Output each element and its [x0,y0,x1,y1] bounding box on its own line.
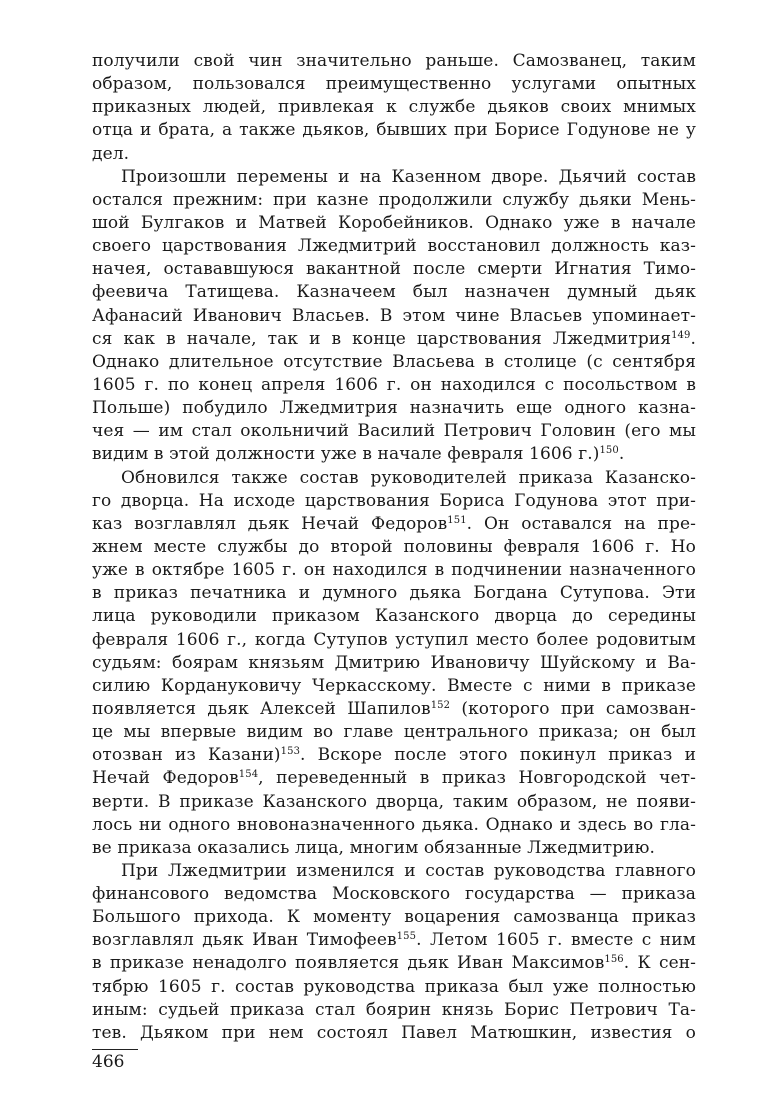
text-line [92,675,696,698]
text-segment: лица руководили приказом Казанского дворца до середины [92,606,696,627]
text-segment: При Лжедмитрии изменился и состав руководства главного [121,860,696,881]
text-line [92,814,696,837]
text-line [92,351,696,374]
text-segment: иным: судьей приказа стал боярин князь Борис Петрович Та- [92,999,696,1020]
text-line [92,96,696,119]
text-segment: Польше) побудило Лжедмитрия назначить еще одного казна- [92,398,696,419]
footnote-reference: 149 [671,329,691,341]
text-segment: тябрю 1605 г. состав руководства приказа был уже полностью [92,976,696,997]
text-segment: отца и брата, а также дьяков, бывших при Борисе Годунове не у [92,120,696,141]
text-line [92,999,696,1022]
text-line [92,258,696,281]
text-segment: своего царствования Лжедмитрий восстановил должность каз- [92,236,696,257]
text-segment: появляется дьяк Алексей Шапилов [92,698,431,719]
text-line [92,143,696,166]
text-segment: чея — им стал окольничий Василий Петрович Головин (его мы [92,421,696,442]
text-segment: . Вскоре после этого покинул приказ и [300,745,696,766]
footer-divider [92,1049,138,1050]
text-segment: судьям: боярам князьям Дмитрию Ивановичу Шуйскому и Ва- [92,652,696,673]
text-segment: це мы впервые видим во главе центрального приказа; он был [92,722,696,743]
text-line [92,397,696,420]
text-line [92,883,696,906]
text-segment: уже в октябре 1605 г. он находился в подчинении назначенного [92,560,696,581]
text-line [92,767,696,790]
page-number: 466 [92,1052,125,1072]
text-segment: (которого при самозван- [450,698,696,719]
text-segment: шой Булгаков и Матвей Коробейников. Однако уже в начале [92,212,696,233]
footnote-reference: 155 [396,931,417,943]
page-body-text [92,50,696,1045]
text-segment: финансового ведомства Московского государства — приказа [92,884,696,905]
text-line [92,536,696,559]
text-line [92,837,696,860]
text-segment: в приказ печатника и думного дьяка Богдана Сутупова. Эти [92,583,696,604]
text-line [92,374,696,397]
text-line [92,952,696,975]
text-line [92,73,696,96]
footnote-reference: 153 [280,746,301,758]
text-line [92,652,696,675]
text-line [92,698,696,721]
text-segment: жнем месте службы до второй половины февраля 1606 г. Но [92,536,696,557]
text-segment: получили свой чин значительно раньше. Самозванец, таким [92,51,696,71]
text-segment: тев. Дьяком при нем состоял Павел Матюшкин, известия о [92,1022,696,1043]
text-segment: видим в этой должности уже в начале февраля 1606 г.) [92,444,600,465]
text-segment: дел. [92,143,130,164]
text-segment: го дворца. На исходе царствования Бориса Годунова этот при- [92,490,696,511]
text-segment: , переведенный в приказ Новгородской чет- [258,768,696,789]
text-segment: . К сен- [623,953,697,974]
text-line [92,559,696,582]
text-line [92,721,696,744]
text-segment: силию Кордануковичу Черкасскому. Вместе с ними в приказе [92,675,696,696]
text-line [92,605,696,628]
paragraph-first-line [92,166,696,189]
text-segment: ве приказа оказались лица, многим обязанные Лжедмитрию. [92,837,656,858]
footnote-reference: 150 [599,445,619,457]
text-segment: феевича Татищева. Казначеем был назначен думный дьяк [92,282,696,303]
text-segment: февраля 1606 г., когда Сутупов уступил место более родовитым [92,629,696,650]
text-segment: возглавлял дьяк Иван Тимофеев [92,930,397,951]
text-segment: начея, остававшуюся вакантной после смерти Игнатия Тимо- [92,259,696,280]
text-segment: остался прежним: при казне продолжили службу дьяки Мень- [92,189,696,210]
text-segment: Произошли перемены и на Казенном дворе. Дьячий состав [121,166,696,187]
text-segment: . Он оставался на пре- [466,513,696,534]
text-segment: каз возглавлял дьяк Нечай Федоров [92,513,448,534]
paragraph-first-line [92,860,696,883]
text-segment: отозван из Казани) [92,745,281,766]
text-line [92,906,696,929]
text-segment: Большого прихода. К моменту воцарения самозванца приказ [92,907,696,928]
text-segment: . Летом 1605 г. вместе с ним [416,930,696,951]
text-line [92,744,696,767]
text-line [92,420,696,443]
footnote-reference: 151 [447,514,467,526]
text-line [92,281,696,304]
text-segment: . [690,328,696,349]
paragraph-first-line [92,467,696,490]
text-line [92,976,696,999]
text-segment: 1605 г. по конец апреля 1606 г. он находился с посольством в [92,374,696,395]
text-segment: приказных людей, привлекая к службе дьяков своих мнимых [92,97,696,118]
text-line [92,929,696,952]
text-line [92,791,696,814]
text-line [92,513,696,536]
text-line [92,212,696,235]
text-segment: Афанасий Иванович Власьев. В этом чине Власьев упоминает- [92,305,696,326]
text-segment: верти. В приказе Казанского дворца, таким образом, не появи- [92,791,696,812]
footnote-reference: 154 [238,769,259,781]
text-line [92,119,696,142]
text-segment: в приказе ненадолго появляется дьяк Иван Максимов [92,953,605,974]
text-segment: Обновился также состав руководителей приказа Казанско- [121,467,696,488]
text-segment: . [618,444,625,465]
text-line [92,490,696,513]
text-line [92,235,696,258]
text-line [92,328,696,351]
text-segment: Однако длительное отсутствие Власьева в столице (с сентября [92,351,696,372]
footnote-reference: 152 [430,699,451,711]
text-segment: лось ни одного вновоназначенного дьяка. Однако и здесь во гла- [92,814,696,835]
text-line [92,582,696,605]
text-line [92,1022,696,1045]
text-line [92,305,696,328]
text-line [92,189,696,212]
text-line [92,50,696,73]
text-line [92,443,696,466]
text-segment: образом, пользовался преимущественно услугами опытных [92,74,696,95]
text-line [92,629,696,652]
text-segment: Нечай Федоров [92,768,239,789]
text-segment: ся как в начале, так и в конце царствования Лжедмитрия [92,328,672,349]
footnote-reference: 156 [604,954,624,966]
